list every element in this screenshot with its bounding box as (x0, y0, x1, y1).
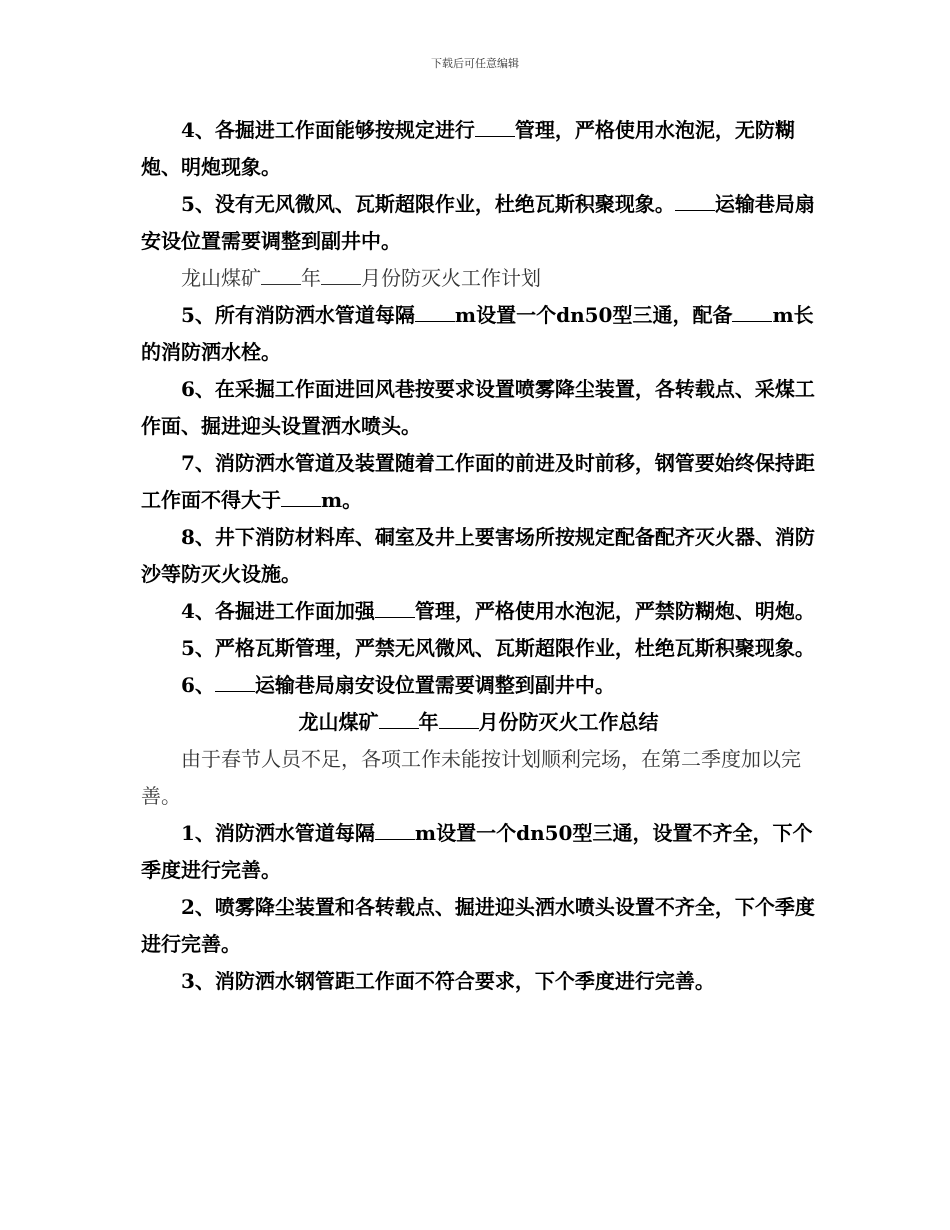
fill-blank (375, 596, 415, 618)
fill-blank (281, 485, 321, 507)
text-segment: 运输巷局扇安设位置需要调整到副井中。 (254, 673, 615, 697)
paragraph-7 (141, 593, 816, 630)
text-segment: 月份防灭火工作计划 (361, 266, 541, 290)
text-segment: 6、 (181, 673, 215, 697)
text-segment: 月份防灭火工作总结 (478, 710, 659, 734)
text-segment: 管理，严格使用水泡泥，无防糊炮、明炮现象。 (141, 118, 795, 179)
fill-blank (261, 263, 301, 285)
page-header: 下载后可任意编辑 (431, 57, 519, 70)
text-segment: 年 (418, 710, 439, 734)
text-segment: 4、各掘进工作面能够按规定进行 (181, 118, 475, 142)
text-segment: 7、消防洒水管道及装置随着工作面的前进及时前移，钢管要始终保持距工作面不得大于 (141, 451, 815, 512)
fill-blank (675, 189, 715, 211)
summary-intro: 由于春节人员不足，各项工作未能按计划顺利完场，在第二季度加以完善。 (141, 747, 801, 808)
paragraph-11: 2、喷雾降尘装置和各转载点、掘进迎头洒水喷头设置不齐全，下个季度进行完善。 (141, 895, 815, 956)
paragraph-1 (141, 112, 816, 186)
paragraph-2 (141, 186, 816, 260)
text-segment: 5、所有消防洒水管道每隔 (181, 303, 415, 327)
fill-blank (375, 818, 415, 840)
fill-blank (732, 300, 772, 322)
paragraph-8: 5、严格瓦斯管理，严禁无风微风、瓦斯超限作业，杜绝瓦斯积聚现象。 (181, 636, 815, 660)
text-segment: 运输巷局扇安设位置需要调整到副井中。 (141, 192, 815, 253)
fill-blank (475, 115, 515, 137)
text-segment: m。 (321, 488, 363, 512)
text-segment: m设置一个dn50型三通，配备 (454, 303, 733, 327)
text-segment: 龙山煤矿 (181, 266, 261, 290)
paragraph-4: 6、在采掘工作面进回风巷按要求设置喷雾降尘装置，各转载点、采煤工作面、掘进迎头设置洒水喷头。 (141, 377, 815, 438)
text-segment: m长的消防洒水栓。 (141, 303, 814, 364)
paragraph-12: 3、消防洒水钢管距工作面不符合要求，下个季度进行完善。 (181, 969, 715, 993)
text-segment: m设置一个dn50型三通，设置不齐全，下个季度进行完善。 (141, 821, 813, 882)
text-segment: 龙山煤矿 (298, 710, 379, 734)
document-body (141, 112, 816, 1000)
summary-title (141, 704, 816, 741)
fill-blank (415, 300, 455, 322)
fill-blank (215, 670, 255, 692)
fill-blank (439, 707, 479, 729)
plan-heading (141, 260, 816, 297)
text-segment: 5、没有无风微风、瓦斯超限作业，杜绝瓦斯积聚现象。 (181, 192, 675, 216)
paragraph-10 (141, 815, 816, 889)
paragraph-6: 8、井下消防材料库、硐室及井上要害场所按规定配备配齐灭火器、消防沙等防灭火设施。 (141, 525, 815, 586)
paragraph-9 (141, 667, 816, 704)
paragraph-3 (141, 297, 816, 371)
paragraph-5 (141, 445, 816, 519)
fill-blank (379, 707, 419, 729)
text-segment: 1、消防洒水管道每隔 (181, 821, 375, 845)
text-segment: 年 (301, 266, 321, 290)
fill-blank (321, 263, 361, 285)
text-segment: 管理，严格使用水泡泥，严禁防糊炮、明炮。 (414, 599, 815, 623)
text-segment: 4、各掘进工作面加强 (181, 599, 375, 623)
